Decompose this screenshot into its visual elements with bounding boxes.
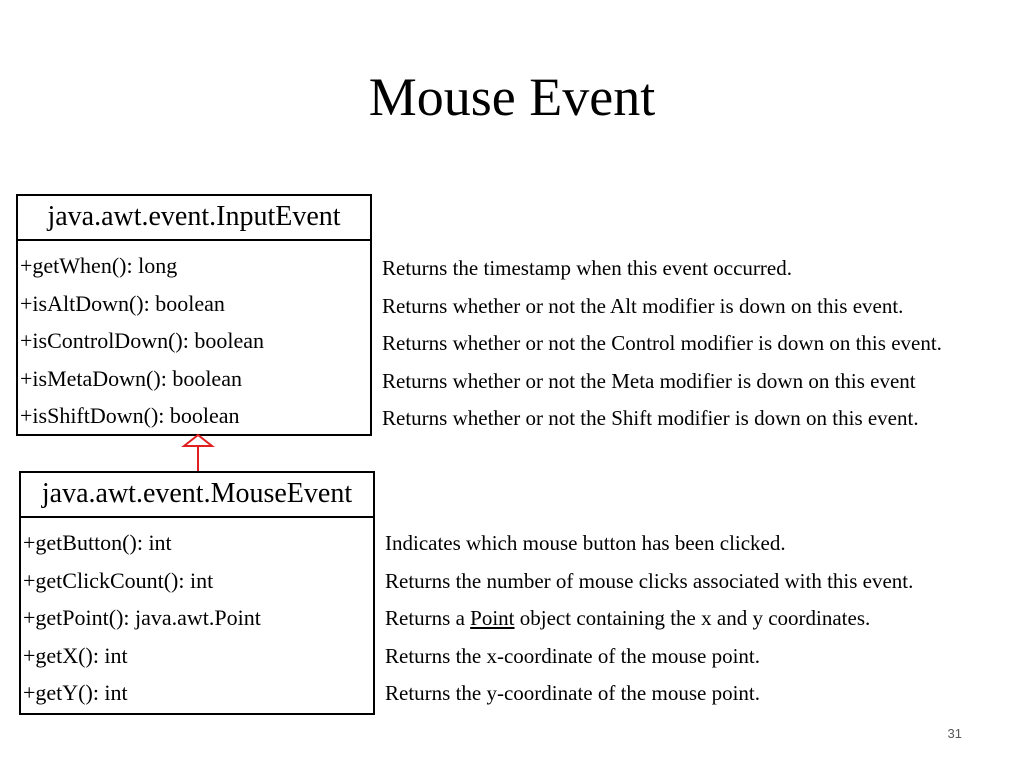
- method-isshiftdown: +isShiftDown(): boolean: [20, 403, 240, 428]
- desc-getwhen: Returns the timestamp when this event occurred.: [382, 256, 792, 280]
- desc-isaltdown: Returns whether or not the Alt modifier is down on this event.: [382, 293, 904, 318]
- input-event-methods: [18, 241, 370, 435]
- mouse-event-class-name: java.awt.event.MouseEvent: [21, 473, 373, 518]
- point-class-link: Point: [470, 606, 515, 630]
- page-number: 31: [947, 726, 962, 741]
- desc-getx: Returns the x-coordinate of the mouse point.: [385, 643, 760, 668]
- method-getwhen: +getWhen(): long: [20, 253, 178, 278]
- method-gety: +getY(): int: [23, 680, 128, 705]
- desc-getpoint-before: Returns a: [385, 606, 471, 630]
- desc-iscontroldown: Returns whether or not the Control modifier is down on this event.: [382, 331, 942, 355]
- mouse-event-class-box: [19, 471, 375, 715]
- method-getbutton: +getButton(): int: [23, 530, 172, 555]
- desc-ismetadown: Returns whether or not the Meta modifier is down on this event: [382, 368, 916, 393]
- slide-title: Mouse Event: [368, 67, 656, 127]
- method-iscontroldown: +isControlDown(): boolean: [20, 328, 264, 353]
- desc-getbutton: Indicates which mouse button has been clicked.: [385, 531, 786, 555]
- input-event-descriptions: [382, 250, 942, 438]
- method-getclickcount: +getClickCount(): int: [23, 567, 214, 593]
- input-event-class-box: [16, 194, 372, 436]
- method-getx: +getX(): int: [23, 642, 128, 668]
- desc-getpoint-after: object containing the x and y coordinates.: [514, 606, 871, 630]
- method-isaltdown: +isAltDown(): boolean: [20, 290, 225, 316]
- method-ismetadown: +isMetaDown(): boolean: [20, 365, 242, 391]
- desc-gety: Returns the y-coordinate of the mouse point.: [385, 681, 760, 705]
- desc-isshiftdown: Returns whether or not the Shift modifier is down on this event.: [382, 406, 919, 430]
- method-getpoint: +getPoint(): java.awt.Point: [23, 605, 261, 630]
- input-event-class-name: java.awt.event.InputEvent: [18, 196, 370, 241]
- mouse-event-methods: [21, 518, 373, 712]
- inheritance-arrow-icon: [180, 432, 216, 476]
- desc-getclickcount: Returns the number of mouse clicks associated with this event.: [385, 568, 914, 593]
- desc-getpoint: [385, 600, 913, 638]
- mouse-event-descriptions: [385, 525, 913, 713]
